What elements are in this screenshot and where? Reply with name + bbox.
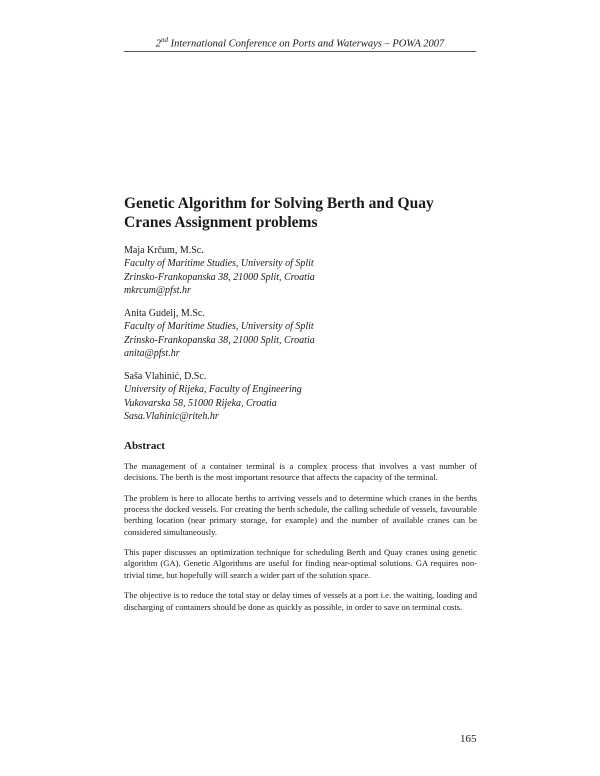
page-number: 165 xyxy=(460,733,477,745)
author-address: Zrinsko-Frankopanska 38, 21000 Split, Croatia xyxy=(124,334,315,346)
author-address: Zrinsko-Frankopanska 38, 21000 Split, Croatia xyxy=(124,271,315,283)
running-header xyxy=(0,33,600,52)
abstract-body xyxy=(124,461,477,622)
author-email: anita@pfst.hr xyxy=(124,348,180,360)
paper-title: Genetic Algorithm for Solving Berth and Quay Cranes Assignment problems xyxy=(124,195,434,231)
author-affiliation: Faculty of Maritime Studies, University of Split xyxy=(124,258,314,270)
author-block xyxy=(124,370,484,424)
header-text: International Conference on Ports and Waterways – POWA 2007 xyxy=(168,38,445,50)
author-affiliation: University of Rijeka, Faculty of Engineering xyxy=(124,384,302,396)
author-email: mkrcum@pfst.hr xyxy=(124,285,191,297)
abstract-paragraph: The problem is here to allocate berths to arriving vessels and to determine which cranes in the berths process the docked vessels. For creating the berth schedule, the calling schedule of vessels, favourable berthing location (near primary storage, for example) and the number of available cranes can be considered simultaneously. xyxy=(124,492,477,537)
author-name: Maja Krčum, M.Sc. xyxy=(124,245,204,256)
author-block xyxy=(124,307,484,361)
author-name: Anita Gudelj, M.Sc. xyxy=(124,308,205,319)
author-name: Saša Vlahinić, D.Sc. xyxy=(124,371,207,382)
author-address: Vukovarska 58, 51000 Rijeka, Croatia xyxy=(124,397,277,409)
author-affiliation: Faculty of Maritime Studies, University of Split xyxy=(124,321,314,333)
abstract-heading: Abstract xyxy=(124,440,165,452)
header-ordinal-suffix: nd xyxy=(161,36,168,44)
author-block xyxy=(124,244,484,298)
abstract-paragraph: The objective is to reduce the total stay or delay times of vessels at a port i.e. the waiting, loading and discharging of containers should be done as quickly as possible, in order to save on terminal costs. xyxy=(124,590,477,612)
header-divider xyxy=(124,51,476,52)
abstract-paragraph: This paper discusses an optimization technique for scheduling Berth and Quay cranes using genetic algorithm (GA). Genetic Algorithms are useful for finding near-optimal solutions. GA requires non-trivial time, but hopefully will search a wider part of the solution space. xyxy=(124,547,477,580)
header-ordinal: 2 xyxy=(155,38,161,50)
author-email: Sasa.Vlahinic@riteh.hr xyxy=(124,411,219,423)
abstract-paragraph: The management of a container terminal is a complex process that involves a vast number of decisions. The berth is the most important resource that affects the capacity of the terminal. xyxy=(124,461,477,483)
